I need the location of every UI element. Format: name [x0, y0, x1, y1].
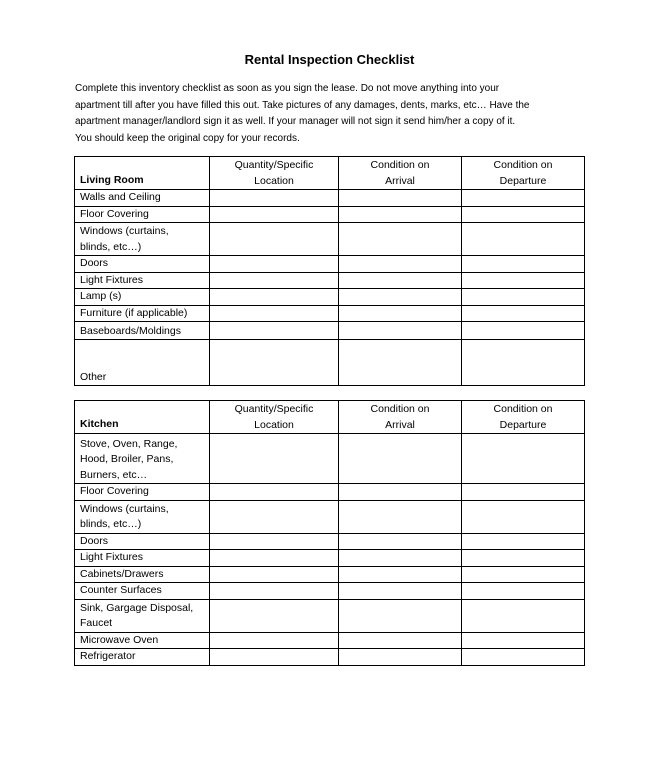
- departure-condition-cell[interactable]: [462, 256, 585, 273]
- quantity-cell[interactable]: [210, 340, 339, 386]
- table-row: [75, 340, 585, 386]
- table-row: [75, 566, 585, 583]
- quantity-cell[interactable]: [210, 550, 339, 567]
- arrival-condition-cell[interactable]: [339, 272, 462, 289]
- item-label: blinds, etc…): [80, 240, 142, 253]
- table-row: [75, 322, 585, 340]
- item-label-cell: [75, 272, 210, 289]
- item-label-cell: [75, 340, 210, 386]
- column-header-line: Quantity/Specific: [234, 403, 314, 415]
- table-row: [75, 649, 585, 666]
- item-label: Baseboards/Moldings: [80, 324, 181, 337]
- item-label: Light Fixtures: [80, 273, 144, 286]
- departure-condition-cell[interactable]: [462, 566, 585, 583]
- kitchen-rows: [75, 434, 585, 666]
- departure-condition-cell[interactable]: [462, 550, 585, 567]
- departure-condition-cell[interactable]: [462, 599, 585, 632]
- column-header-line: Condition on: [493, 403, 553, 415]
- quantity-cell[interactable]: [210, 599, 339, 632]
- arrival-condition-cell[interactable]: [339, 583, 462, 600]
- column-header-arrival: [339, 401, 462, 434]
- quantity-cell[interactable]: [210, 305, 339, 322]
- page-title: Rental Inspection Checklist: [244, 52, 415, 67]
- departure-condition-cell[interactable]: [462, 583, 585, 600]
- instructions-paragraph: [75, 81, 585, 147]
- living-room-rows: [75, 190, 585, 386]
- arrival-condition-cell[interactable]: [339, 206, 462, 223]
- arrival-condition-cell[interactable]: [339, 599, 462, 632]
- quantity-cell[interactable]: [210, 649, 339, 666]
- quantity-cell[interactable]: [210, 223, 339, 256]
- item-label-cell: [75, 550, 210, 567]
- item-label: Floor Covering: [80, 207, 149, 220]
- arrival-condition-cell[interactable]: [339, 340, 462, 386]
- instructions-line: You should keep the original copy for your records.: [75, 132, 300, 144]
- arrival-condition-cell[interactable]: [339, 289, 462, 306]
- column-header-line: Condition on: [370, 403, 430, 415]
- item-label-cell: [75, 305, 210, 322]
- item-label-cell: [75, 500, 210, 533]
- item-label-cell: [75, 583, 210, 600]
- quantity-cell[interactable]: [210, 566, 339, 583]
- quantity-cell[interactable]: [210, 206, 339, 223]
- item-label-cell: [75, 190, 210, 207]
- item-label-cell: [75, 322, 210, 340]
- column-header-quantity: [210, 401, 339, 434]
- arrival-condition-cell[interactable]: [339, 632, 462, 649]
- section-label-living-room: Living Room: [75, 157, 210, 190]
- quantity-cell[interactable]: [210, 289, 339, 306]
- column-header-line: Departure: [499, 418, 547, 431]
- table-row: [75, 550, 585, 567]
- item-label: Hood, Broiler, Pans,: [80, 453, 174, 465]
- departure-condition-cell[interactable]: [462, 649, 585, 666]
- column-header-arrival: [339, 157, 462, 190]
- item-label: Lamp (s): [80, 290, 122, 302]
- table-row: [75, 434, 585, 484]
- table-row: [75, 256, 585, 273]
- departure-condition-cell[interactable]: [462, 500, 585, 533]
- item-label: Sink, Gargage Disposal,: [80, 601, 194, 614]
- table-row: [75, 632, 585, 649]
- section-label-kitchen: Kitchen: [75, 401, 210, 434]
- item-label-cell: [75, 533, 210, 550]
- item-label: Refrigerator: [80, 650, 136, 662]
- table-row: [75, 289, 585, 306]
- column-header-line: Condition on: [493, 159, 553, 171]
- arrival-condition-cell[interactable]: [339, 500, 462, 533]
- arrival-condition-cell[interactable]: [339, 533, 462, 550]
- departure-condition-cell[interactable]: [462, 434, 585, 484]
- quantity-cell[interactable]: [210, 583, 339, 600]
- table-row: [75, 599, 585, 632]
- item-label: Furniture (if applicable): [80, 306, 188, 319]
- table-header-row: [75, 401, 585, 434]
- item-label-cell: [75, 599, 210, 632]
- item-label: Doors: [80, 534, 109, 547]
- quantity-cell[interactable]: [210, 533, 339, 550]
- column-header-line: Arrival: [385, 418, 415, 431]
- quantity-cell[interactable]: [210, 484, 339, 501]
- item-label: Light Fixtures: [80, 551, 144, 563]
- departure-condition-cell[interactable]: [462, 272, 585, 289]
- arrival-condition-cell[interactable]: [339, 256, 462, 273]
- table-row: [75, 533, 585, 550]
- item-label: Other: [80, 370, 107, 383]
- column-header-line: Location: [254, 418, 294, 431]
- arrival-condition-cell[interactable]: [339, 434, 462, 484]
- item-label: Stove, Oven, Range,: [80, 437, 178, 450]
- item-label-cell: [75, 289, 210, 306]
- quantity-cell[interactable]: [210, 632, 339, 649]
- departure-condition-cell[interactable]: [462, 289, 585, 306]
- quantity-cell[interactable]: [210, 322, 339, 340]
- item-label-cell: [75, 484, 210, 501]
- arrival-condition-cell[interactable]: [339, 223, 462, 256]
- kitchen-table: [74, 400, 585, 666]
- arrival-condition-cell[interactable]: [339, 322, 462, 340]
- column-header-line: Quantity/Specific: [234, 159, 314, 171]
- table-row: [75, 272, 585, 289]
- item-label-cell: [75, 223, 210, 256]
- arrival-condition-cell[interactable]: [339, 649, 462, 666]
- arrival-condition-cell[interactable]: [339, 305, 462, 322]
- quantity-cell[interactable]: [210, 434, 339, 484]
- item-label: Cabinets/Drawers: [80, 567, 164, 580]
- arrival-condition-cell[interactable]: [339, 550, 462, 567]
- table-row: [75, 500, 585, 533]
- departure-condition-cell[interactable]: [462, 340, 585, 386]
- column-header-departure: [462, 401, 585, 434]
- arrival-condition-cell[interactable]: [339, 190, 462, 207]
- item-label: Walls and Ceiling: [80, 191, 161, 203]
- column-header-departure: [462, 157, 585, 190]
- column-header-quantity: [210, 157, 339, 190]
- table-row: [75, 484, 585, 501]
- quantity-cell[interactable]: [210, 190, 339, 207]
- table-row: [75, 190, 585, 207]
- departure-condition-cell[interactable]: [462, 632, 585, 649]
- item-label: Floor Covering: [80, 485, 149, 497]
- column-header-line: Location: [254, 174, 294, 187]
- item-label: Burners, etc…: [80, 468, 148, 481]
- column-header-line: Condition on: [370, 159, 430, 171]
- departure-condition-cell[interactable]: [462, 484, 585, 501]
- column-header-line: Arrival: [385, 174, 415, 187]
- item-label: Counter Surfaces: [80, 584, 162, 596]
- item-label: blinds, etc…): [80, 518, 142, 530]
- living-room-table: [74, 156, 585, 386]
- table-row: [75, 223, 585, 256]
- item-label-cell: [75, 434, 210, 484]
- item-label-cell: [75, 649, 210, 666]
- column-header-line: Departure: [499, 174, 547, 187]
- departure-condition-cell[interactable]: [462, 322, 585, 340]
- item-label-cell: [75, 256, 210, 273]
- item-label: Microwave Oven: [80, 633, 159, 646]
- item-label: Doors: [80, 257, 109, 269]
- item-label: Windows (curtains,: [80, 502, 169, 515]
- table-row: [75, 206, 585, 223]
- item-label-cell: [75, 566, 210, 583]
- departure-condition-cell[interactable]: [462, 223, 585, 256]
- table-row: [75, 305, 585, 322]
- instructions-line: apartment manager/landlord sign it as well. If your manager will not sign it send him/her a copy of it.: [75, 116, 516, 128]
- table-header-row: [75, 157, 585, 190]
- quantity-cell[interactable]: [210, 272, 339, 289]
- arrival-condition-cell[interactable]: [339, 484, 462, 501]
- departure-condition-cell[interactable]: [462, 206, 585, 223]
- departure-condition-cell[interactable]: [462, 190, 585, 207]
- quantity-cell[interactable]: [210, 500, 339, 533]
- instructions-line: Complete this inventory checklist as soon as you sign the lease. Do not move anything into your: [75, 83, 500, 94]
- item-label-cell: [75, 206, 210, 223]
- table-row: [75, 583, 585, 600]
- item-label-cell: [75, 632, 210, 649]
- instructions-line: apartment till after you have filled this out. Take pictures of any damages, dents, marks, etc… Have the: [75, 99, 530, 111]
- item-label: Windows (curtains,: [80, 225, 169, 237]
- quantity-cell[interactable]: [210, 256, 339, 273]
- departure-condition-cell[interactable]: [462, 533, 585, 550]
- departure-condition-cell[interactable]: [462, 305, 585, 322]
- arrival-condition-cell[interactable]: [339, 566, 462, 583]
- item-label: Faucet: [80, 617, 113, 629]
